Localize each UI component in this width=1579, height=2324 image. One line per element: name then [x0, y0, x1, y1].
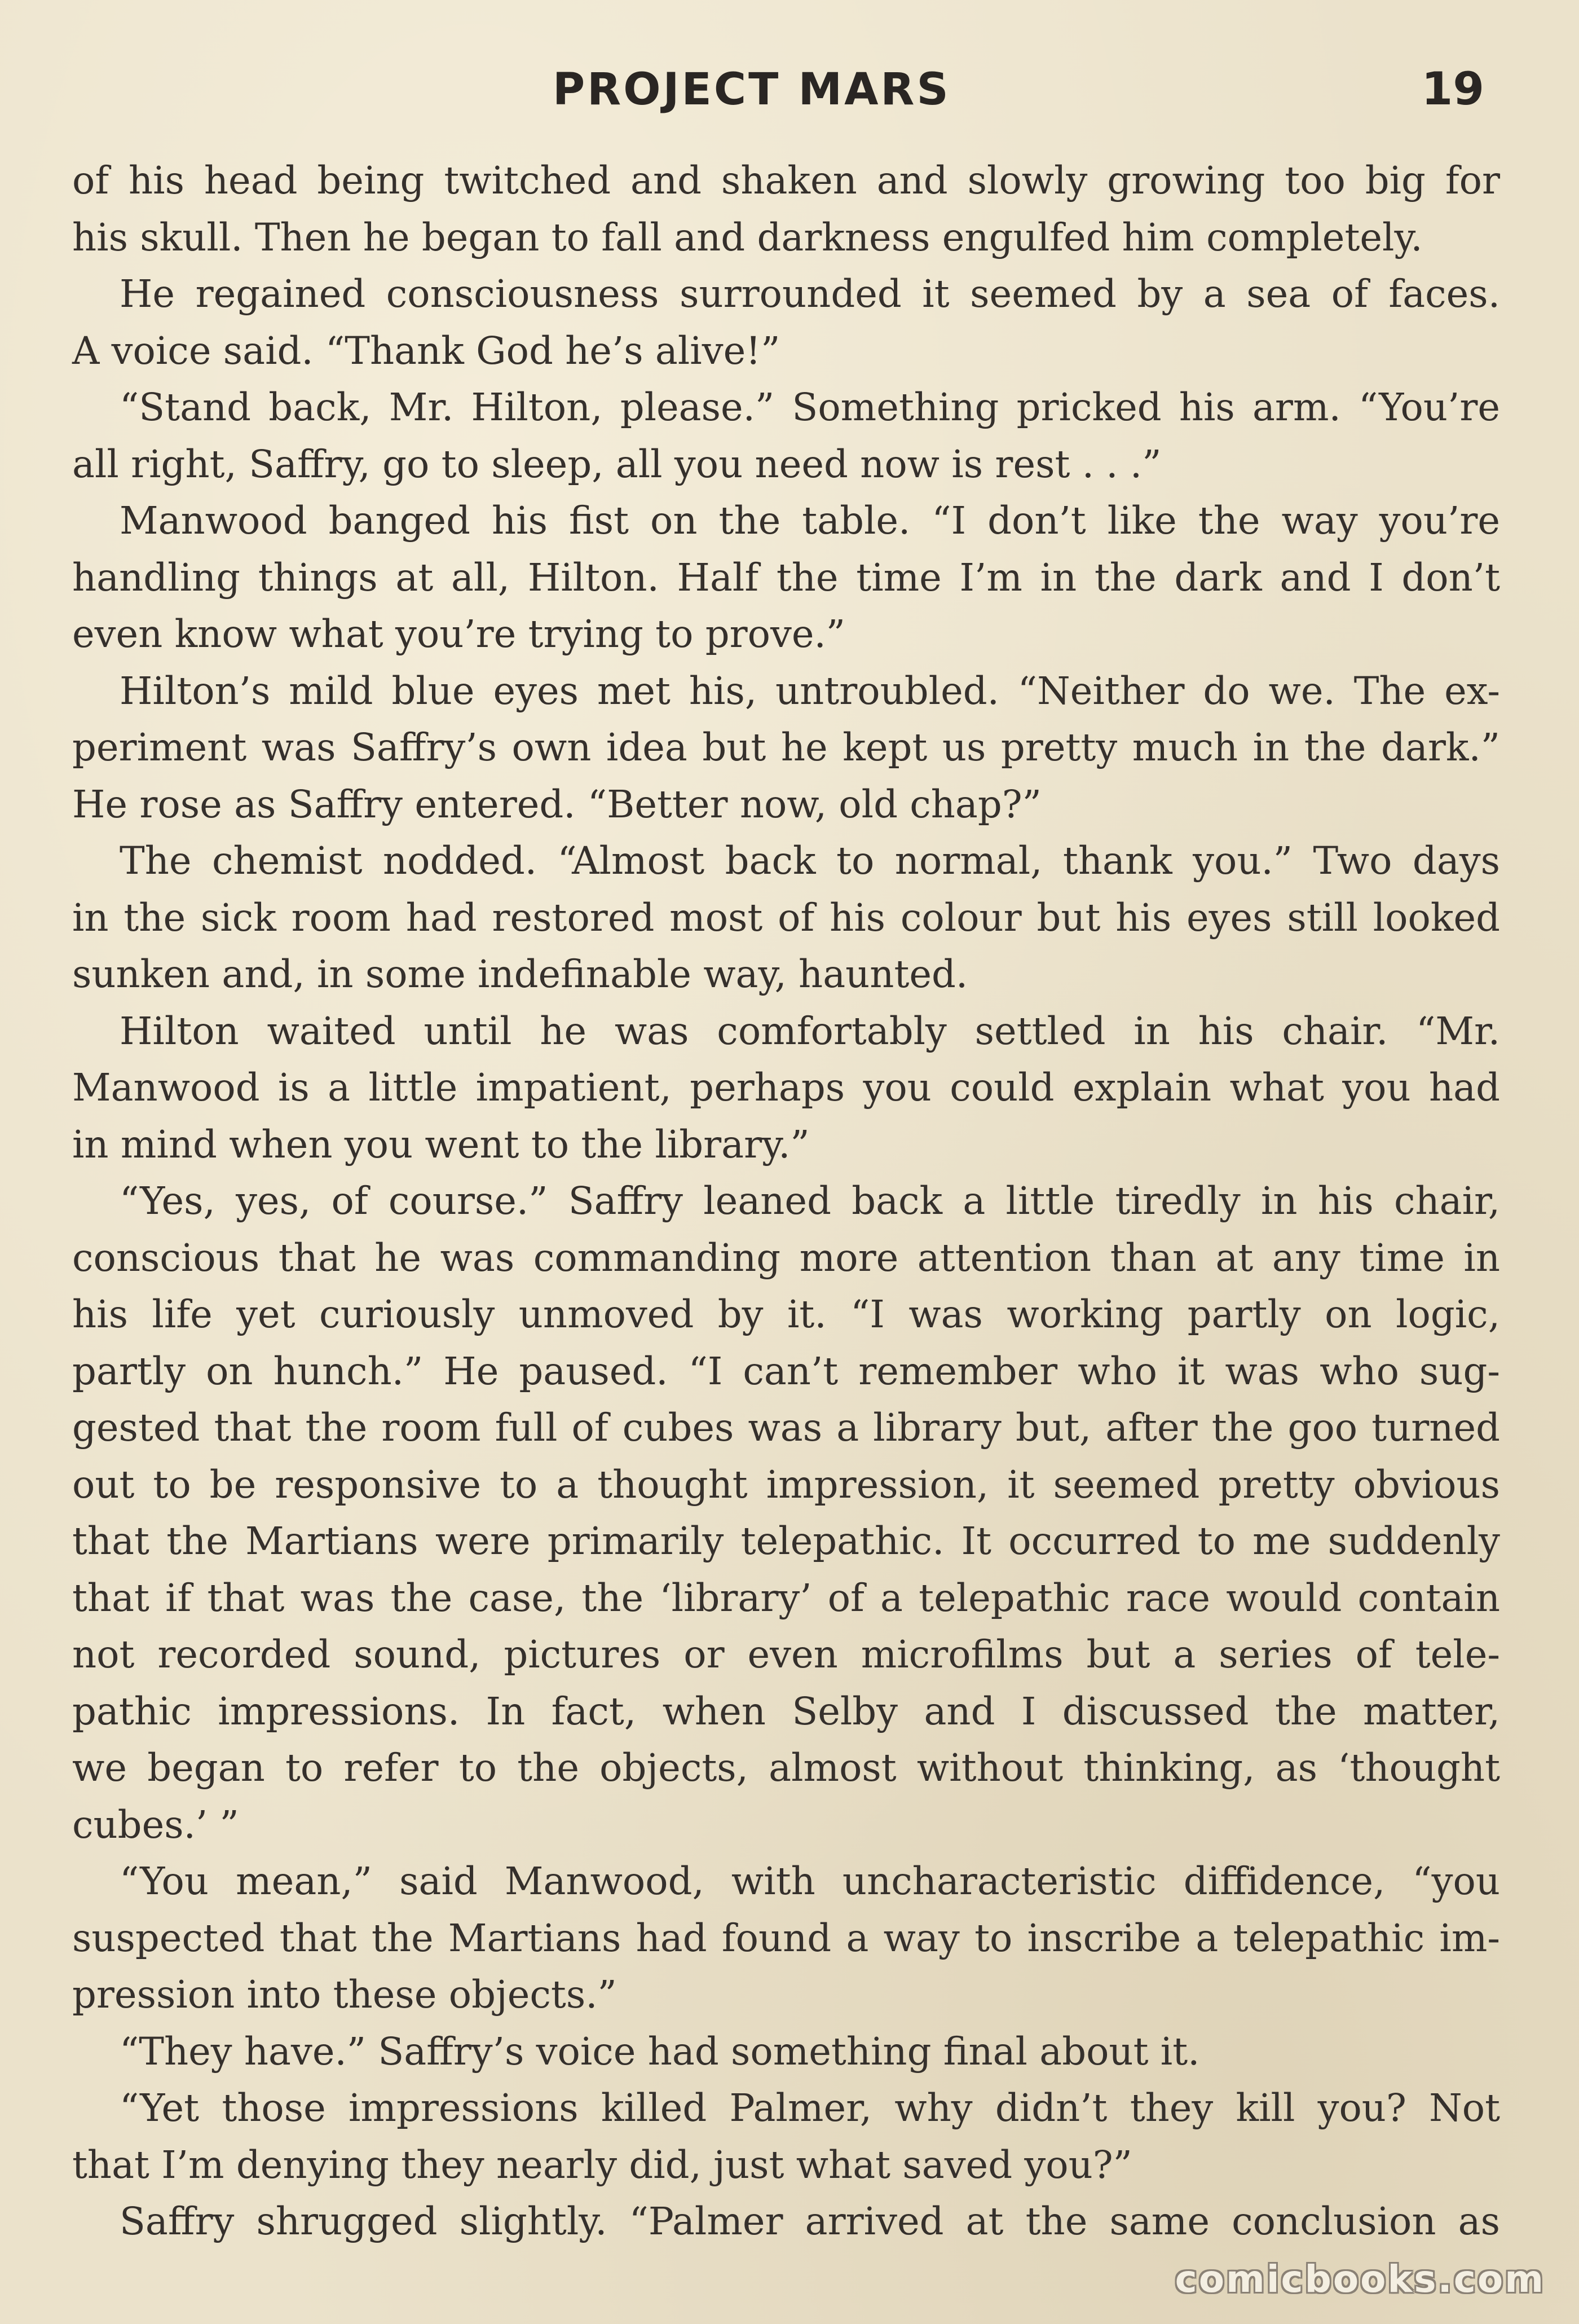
- text-line: out to be responsive to a thought impression, it seemed pretty obvious: [72, 1462, 1500, 1507]
- text-line: his skull. Then he began to fall and darkness engulfed him completely.: [72, 215, 1423, 259]
- text-line: Manwood banged his fist on the table. “I don’t like the way you’re: [120, 499, 1500, 543]
- text-line: “You mean,” said Manwood, with uncharacteristic diffidence, “you: [120, 1859, 1500, 1903]
- text-line: that I’m denying they nearly did, just what saved you?”: [72, 2142, 1132, 2187]
- text-line: “Yes, yes, of course.” Saffry leaned back a little tiredly in his chair,: [120, 1179, 1500, 1223]
- text-line: sunken and, in some indefinable way, haunted.: [72, 952, 968, 996]
- text-line: not recorded sound, pictures or even microfilms but a series of tele-: [72, 1632, 1500, 1676]
- text-line: all right, Saffry, go to sleep, all you need now is rest . . .”: [72, 442, 1162, 486]
- text-line: of his head being twitched and shaken and slowly growing too big for: [72, 159, 1500, 203]
- text-line: Manwood is a little impatient, perhaps you could explain what you had: [72, 1066, 1500, 1110]
- site-watermark: comicbooks.com: [1175, 2257, 1545, 2301]
- text-line: handling things at all, Hilton. Half the time I’m in the dark and I don’t: [72, 555, 1500, 600]
- text-line: “Stand back, Mr. Hilton, please.” Something pricked his arm. “You’re: [120, 385, 1500, 429]
- text-line: periment was Saffry’s own idea but he kept us pretty much in the dark.”: [72, 725, 1500, 769]
- text-line: A voice said. “Thank God he’s alive!”: [72, 328, 780, 373]
- text-line: “They have.” Saffry’s voice had something final about it.: [120, 2029, 1200, 2074]
- text-line: his life yet curiously unmoved by it. “I was working partly on logic,: [72, 1292, 1500, 1336]
- text-line: He regained consciousness surrounded it seemed by a sea of faces.: [120, 272, 1500, 316]
- text-line: suspected that the Martians had found a way to inscribe a telepathic im-: [72, 1916, 1500, 1960]
- text-line: in mind when you went to the library.”: [72, 1122, 810, 1167]
- text-line: we began to refer to the objects, almost without thinking, as ‘thought: [72, 1746, 1500, 1790]
- text-line: in the sick room had restored most of his colour but his eyes still looked: [72, 895, 1500, 940]
- text-line: even know what you’re trying to prove.”: [72, 612, 846, 656]
- body-text: [72, 152, 1500, 2250]
- text-line: pression into these objects.”: [72, 1973, 617, 2017]
- running-title: PROJECT MARS: [553, 64, 951, 115]
- page-number: 19: [1421, 63, 1484, 115]
- text-line: Hilton waited until he was comfortably settled in his chair. “Mr.: [120, 1009, 1500, 1053]
- text-line: gested that the room full of cubes was a library but, after the goo turned: [72, 1406, 1500, 1450]
- text-line: Saffry shrugged slightly. “Palmer arrived at the same conclusion as: [120, 2199, 1500, 2243]
- text-line: He rose as Saffry entered. “Better now, old chap?”: [72, 782, 1042, 826]
- text-line: “Yet those impressions killed Palmer, why didn’t they kill you? Not: [120, 2086, 1500, 2130]
- text-line: The chemist nodded. “Almost back to normal, thank you.” Two days: [120, 839, 1500, 883]
- text-line: cubes.’ ”: [72, 1802, 239, 1847]
- text-line: that the Martians were primarily telepathic. It occurred to me suddenly: [72, 1519, 1500, 1563]
- text-line: Hilton’s mild blue eyes met his, untroubled. “Neither do we. The ex-: [120, 668, 1500, 713]
- text-line: that if that was the case, the ‘library’ of a telepathic race would contain: [72, 1575, 1500, 1620]
- text-line: pathic impressions. In fact, when Selby and I discussed the matter,: [72, 1689, 1500, 1733]
- text-line: conscious that he was commanding more attention than at any time in: [72, 1235, 1500, 1280]
- text-line: partly on hunch.” He paused. “I can’t remember who it was who sug-: [72, 1349, 1500, 1393]
